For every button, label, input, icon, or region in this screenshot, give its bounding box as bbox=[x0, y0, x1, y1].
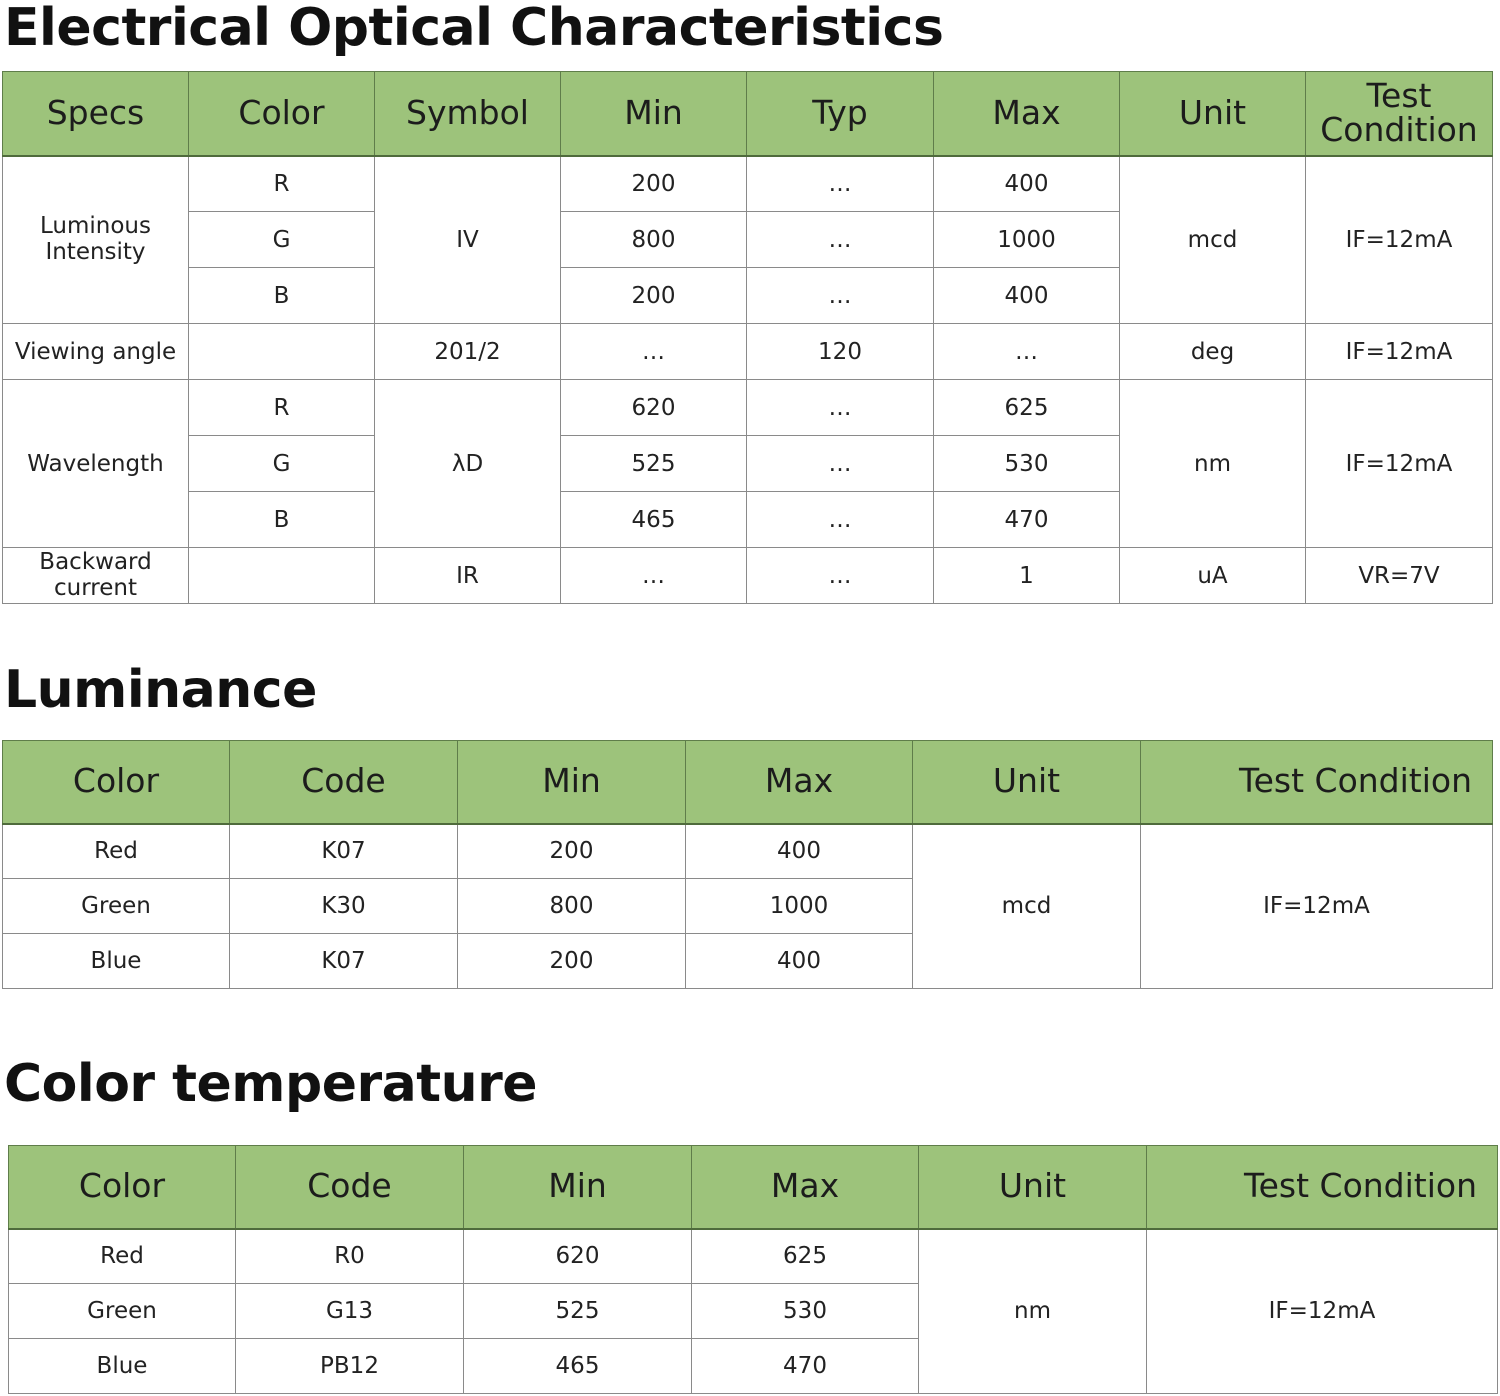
cell-code: K30 bbox=[230, 879, 458, 934]
section-title-color-temperature: Color temperature bbox=[4, 1054, 538, 1114]
cell-code: K07 bbox=[230, 824, 458, 879]
cell-max: 625 bbox=[692, 1229, 919, 1284]
cell-symbol: 201/2 bbox=[375, 324, 561, 380]
header-test-condition: Test Condition bbox=[1306, 72, 1493, 156]
cell-symbol: λD bbox=[375, 380, 561, 548]
color-temperature-table bbox=[8, 1145, 1498, 1394]
cell-typ: … bbox=[747, 492, 934, 548]
cell-unit: mcd bbox=[1120, 156, 1306, 324]
spec-luminous-intensity: Luminous Intensity bbox=[3, 156, 189, 324]
cell-max: 1000 bbox=[686, 879, 913, 934]
table-row bbox=[9, 1229, 1498, 1284]
header-symbol: Symbol bbox=[375, 72, 561, 156]
cell-min: 465 bbox=[561, 492, 747, 548]
cell-max: 530 bbox=[692, 1284, 919, 1339]
cell-unit: deg bbox=[1120, 324, 1306, 380]
table-row bbox=[3, 324, 1493, 380]
cell-max: 625 bbox=[934, 380, 1120, 436]
cell-min: 200 bbox=[458, 934, 686, 989]
header-specs: Specs bbox=[3, 72, 189, 156]
cell-color: Green bbox=[3, 879, 230, 934]
cell-min: 800 bbox=[458, 879, 686, 934]
cell-unit: uA bbox=[1120, 548, 1306, 604]
cell-typ: … bbox=[747, 380, 934, 436]
cell-min: 200 bbox=[458, 824, 686, 879]
cell-max: 1 bbox=[934, 548, 1120, 604]
table-row bbox=[3, 548, 1493, 604]
table-row bbox=[3, 380, 1493, 436]
cell-test-condition: IF=12mA bbox=[1306, 156, 1493, 324]
cell-typ: … bbox=[747, 212, 934, 268]
cell-min: 465 bbox=[464, 1339, 692, 1394]
section-title-luminance: Luminance bbox=[4, 660, 317, 720]
table-row bbox=[3, 156, 1493, 212]
header-color: Color bbox=[3, 741, 230, 824]
header-unit: Unit bbox=[919, 1146, 1147, 1229]
cell-color: R bbox=[189, 156, 375, 212]
cell-unit: mcd bbox=[913, 824, 1141, 989]
header-test-condition: Test Condition bbox=[1141, 741, 1493, 824]
cell-typ: 120 bbox=[747, 324, 934, 380]
header-typ: Typ bbox=[747, 72, 934, 156]
cell-min: 620 bbox=[561, 380, 747, 436]
cell-typ: … bbox=[747, 548, 934, 604]
cell-color: G bbox=[189, 212, 375, 268]
cell-unit: nm bbox=[919, 1229, 1147, 1394]
cell-color bbox=[189, 324, 375, 380]
spec-viewing-angle: Viewing angle bbox=[3, 324, 189, 380]
cell-min: 620 bbox=[464, 1229, 692, 1284]
spec-wavelength: Wavelength bbox=[3, 380, 189, 548]
cell-test-condition: VR=7V bbox=[1306, 548, 1493, 604]
cell-typ: … bbox=[747, 436, 934, 492]
cell-max: 400 bbox=[686, 934, 913, 989]
cell-min: 525 bbox=[464, 1284, 692, 1339]
cell-color: R bbox=[189, 380, 375, 436]
cell-min: 200 bbox=[561, 268, 747, 324]
cell-code: K07 bbox=[230, 934, 458, 989]
cell-typ: … bbox=[747, 268, 934, 324]
cell-min: 525 bbox=[561, 436, 747, 492]
header-min: Min bbox=[561, 72, 747, 156]
cell-color: Red bbox=[3, 824, 230, 879]
cell-min: 800 bbox=[561, 212, 747, 268]
cell-max: 400 bbox=[934, 268, 1120, 324]
cell-max: … bbox=[934, 324, 1120, 380]
cell-test-condition: IF=12mA bbox=[1306, 380, 1493, 548]
cell-max: 470 bbox=[934, 492, 1120, 548]
table-header-row bbox=[3, 741, 1493, 824]
luminance-table bbox=[2, 740, 1493, 989]
header-unit: Unit bbox=[913, 741, 1141, 824]
cell-color: Green bbox=[9, 1284, 236, 1339]
table-header-row bbox=[3, 72, 1493, 156]
cell-color: B bbox=[189, 268, 375, 324]
cell-color: Red bbox=[9, 1229, 236, 1284]
cell-code: R0 bbox=[236, 1229, 464, 1284]
cell-color: Blue bbox=[9, 1339, 236, 1394]
cell-typ: … bbox=[747, 156, 934, 212]
cell-min: … bbox=[561, 548, 747, 604]
spec-backward-current: Backward current bbox=[3, 548, 189, 604]
cell-color: Blue bbox=[3, 934, 230, 989]
header-color: Color bbox=[189, 72, 375, 156]
header-code: Code bbox=[236, 1146, 464, 1229]
header-code: Code bbox=[230, 741, 458, 824]
cell-code: PB12 bbox=[236, 1339, 464, 1394]
cell-code: G13 bbox=[236, 1284, 464, 1339]
cell-max: 400 bbox=[686, 824, 913, 879]
cell-symbol: IR bbox=[375, 548, 561, 604]
header-color: Color bbox=[9, 1146, 236, 1229]
header-min: Min bbox=[458, 741, 686, 824]
cell-min: … bbox=[561, 324, 747, 380]
section-title-electrical: Electrical Optical Characteristics bbox=[4, 0, 944, 58]
cell-color: B bbox=[189, 492, 375, 548]
cell-test-condition: IF=12mA bbox=[1141, 824, 1493, 989]
header-test-condition: Test Condition bbox=[1147, 1146, 1498, 1229]
cell-max: 400 bbox=[934, 156, 1120, 212]
cell-unit: nm bbox=[1120, 380, 1306, 548]
table-row bbox=[3, 824, 1493, 879]
header-max: Max bbox=[934, 72, 1120, 156]
cell-max: 470 bbox=[692, 1339, 919, 1394]
cell-min: 200 bbox=[561, 156, 747, 212]
cell-test-condition: IF=12mA bbox=[1306, 324, 1493, 380]
cell-max: 530 bbox=[934, 436, 1120, 492]
header-min: Min bbox=[464, 1146, 692, 1229]
cell-color: G bbox=[189, 436, 375, 492]
header-unit: Unit bbox=[1120, 72, 1306, 156]
header-max: Max bbox=[686, 741, 913, 824]
cell-test-condition: IF=12mA bbox=[1147, 1229, 1498, 1394]
table-header-row bbox=[9, 1146, 1498, 1229]
cell-symbol: IV bbox=[375, 156, 561, 324]
header-max: Max bbox=[692, 1146, 919, 1229]
cell-color bbox=[189, 548, 375, 604]
electrical-characteristics-table bbox=[2, 71, 1493, 604]
cell-max: 1000 bbox=[934, 212, 1120, 268]
